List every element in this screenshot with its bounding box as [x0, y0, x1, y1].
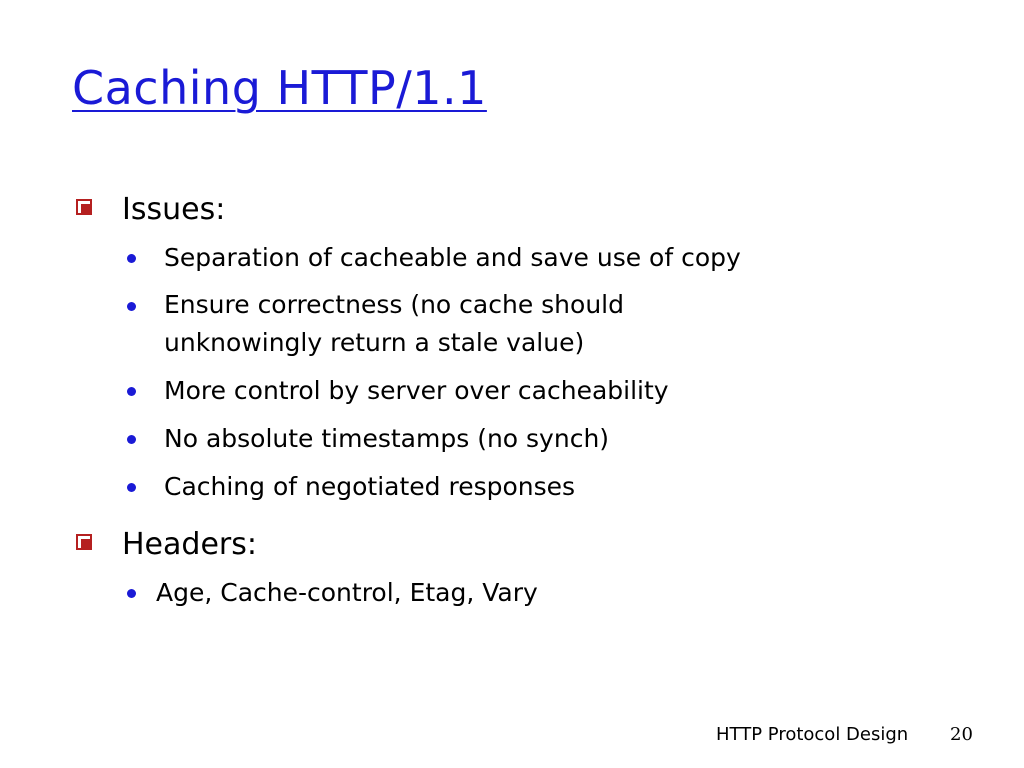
dot-bullet-icon — [127, 483, 136, 492]
section-heading-label: Headers: — [122, 527, 257, 562]
section-heading-issues — [74, 186, 974, 234]
list-item-text: More control by server over cacheability — [164, 376, 669, 405]
dot-bullet-icon — [127, 254, 136, 263]
list-item-text: Separation of cacheable and save use of copy — [164, 243, 741, 272]
dot-bullet-icon — [127, 302, 136, 311]
page-number: 20 — [950, 724, 973, 745]
list-item — [74, 419, 974, 459]
dot-bullet-icon — [127, 589, 136, 598]
list-item — [74, 467, 974, 507]
headers-list — [74, 573, 974, 613]
dot-bullet-icon — [127, 387, 136, 396]
issues-list — [74, 238, 974, 507]
list-item — [74, 371, 974, 411]
slide-content — [74, 186, 974, 621]
square-bullet-icon — [76, 534, 92, 550]
list-item — [74, 573, 974, 613]
list-item-text: Caching of negotiated responses — [164, 472, 576, 501]
list-item — [74, 286, 974, 363]
list-item-text: Ensure correctness (no cache should unknowingly return a stale value) — [164, 290, 624, 357]
section-heading-label: Issues: — [122, 192, 226, 227]
slide-title: Caching HTTP/1.1 — [72, 61, 487, 115]
list-item-text: No absolute timestamps (no synch) — [164, 424, 610, 453]
section-heading-headers — [74, 521, 974, 569]
list-item — [74, 238, 974, 278]
footer-label: HTTP Protocol Design — [716, 724, 909, 745]
list-item-text: Age, Cache-control, Etag, Vary — [156, 578, 538, 607]
dot-bullet-icon — [127, 435, 136, 444]
square-bullet-icon — [76, 199, 92, 215]
